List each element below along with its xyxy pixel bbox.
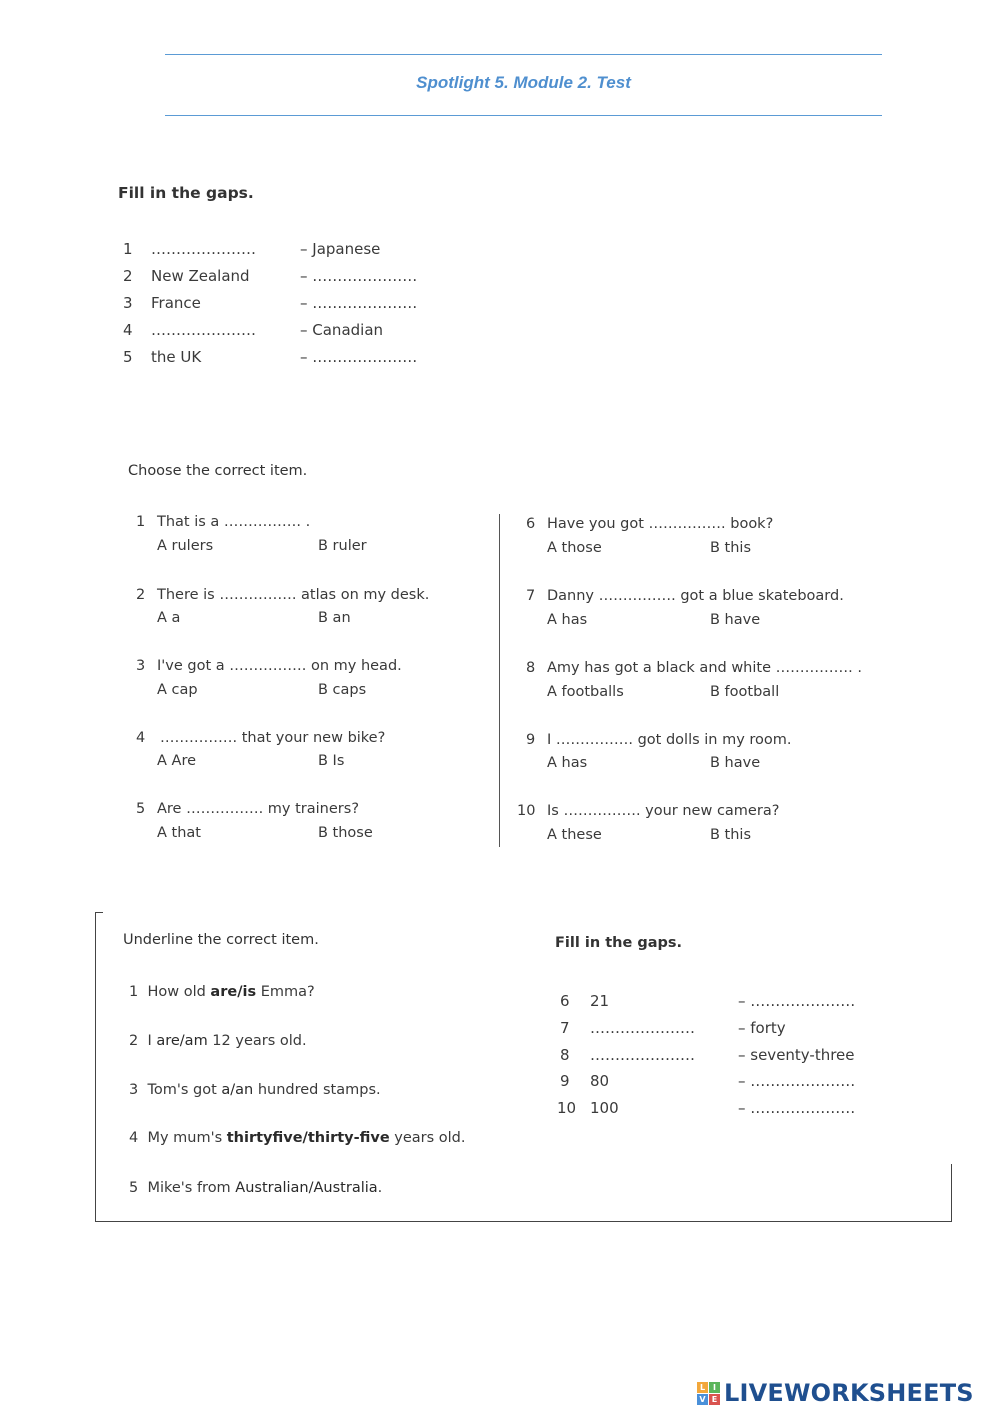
s1-nationality[interactable]: – ………………… <box>300 348 418 366</box>
mc-num: 6 <box>526 516 536 532</box>
mc-option-b[interactable]: B have <box>710 612 761 628</box>
mc-option-a[interactable]: A those <box>547 540 602 556</box>
underline-pre: I <box>147 1033 157 1049</box>
section1-heading: Fill in the gaps. <box>118 184 254 202</box>
mc-question: Danny ……………. got a blue skateboard. <box>547 588 844 604</box>
logo-text: LIVEWORKSHEETS <box>724 1379 974 1407</box>
s1-num: 3 <box>123 294 133 312</box>
underline-choice[interactable]: a/an <box>221 1082 254 1098</box>
underline-post: years old. <box>389 1130 466 1146</box>
mc-question: Is ……………. your new camera? <box>547 803 780 819</box>
mc-num: 8 <box>526 660 536 676</box>
s4-num: 8 <box>560 1046 570 1064</box>
s4-word: – forty <box>738 1019 786 1037</box>
mc-option-b[interactable]: B those <box>318 825 373 841</box>
s1-country: France <box>151 294 201 312</box>
mc-option-a[interactable]: A cap <box>157 682 198 698</box>
box-bottom-border <box>95 1221 952 1222</box>
underline-num: 4 <box>129 1130 139 1146</box>
mc-option-a[interactable]: A that <box>157 825 201 841</box>
mc-question: I ……………. got dolls in my room. <box>547 732 792 748</box>
s4-num: 6 <box>560 992 570 1010</box>
s1-country[interactable]: ………………… <box>151 240 256 258</box>
logo-mark-icon: L I V E <box>697 1382 720 1405</box>
s1-num: 5 <box>123 348 133 366</box>
section3-heading: Underline the correct item. <box>123 932 319 948</box>
box-right-border <box>951 1164 952 1221</box>
mc-question: Amy has got a black and white ……………. . <box>547 660 862 676</box>
mc-question: ……………. that your new bike? <box>160 730 386 746</box>
mc-num: 2 <box>136 587 146 603</box>
mc-question: Are ……………. my trainers? <box>157 801 360 817</box>
s1-nationality[interactable]: – ………………… <box>300 294 418 312</box>
mc-option-a[interactable]: A these <box>547 827 602 843</box>
underline-item <box>129 1130 466 1146</box>
column-divider <box>499 514 500 847</box>
mc-option-a[interactable]: A has <box>547 755 588 771</box>
mc-question: There is ……………. atlas on my desk. <box>157 587 430 603</box>
underline-num: 5 <box>129 1180 139 1196</box>
underline-choice[interactable]: Australian/Australia <box>235 1180 378 1196</box>
s4-word[interactable]: – ………………… <box>738 1072 856 1090</box>
mc-option-b[interactable]: B caps <box>318 682 367 698</box>
box-left-border <box>95 912 96 1221</box>
mc-question: That is a ……………. . <box>157 514 311 530</box>
underline-item <box>129 1180 382 1196</box>
s1-country: the UK <box>151 348 202 366</box>
mc-option-b[interactable]: B Is <box>318 753 345 769</box>
mc-option-a[interactable]: A rulers <box>157 538 214 554</box>
mc-num: 1 <box>136 514 146 530</box>
s4-word[interactable]: – ………………… <box>738 1099 856 1117</box>
underline-item <box>129 984 315 1000</box>
mc-option-a[interactable]: A Are <box>157 753 197 769</box>
underline-choice[interactable]: thirtyfive/thirty-five <box>226 1130 390 1146</box>
underline-item <box>129 1082 381 1098</box>
s4-number[interactable]: ………………… <box>590 1046 695 1064</box>
mc-option-b[interactable]: B ruler <box>318 538 367 554</box>
mc-option-b[interactable]: B this <box>710 540 752 556</box>
underline-post: Emma? <box>256 984 315 1000</box>
mc-option-a[interactable]: A has <box>547 612 588 628</box>
mc-option-b[interactable]: B have <box>710 755 761 771</box>
underline-post: hundred stamps. <box>253 1082 381 1098</box>
s1-nationality[interactable]: – Japanese <box>300 240 381 258</box>
s4-num: 7 <box>560 1019 570 1037</box>
mc-num: 7 <box>526 588 536 604</box>
underline-choice[interactable]: are/am <box>156 1033 208 1049</box>
mc-num: 4 <box>136 730 146 746</box>
s4-num: 10 <box>557 1099 577 1117</box>
page-title: Spotlight 5. Module 2. Test <box>416 73 631 92</box>
box-corner <box>95 912 103 913</box>
s4-word: – seventy-three <box>738 1046 855 1064</box>
underline-item <box>129 1033 307 1049</box>
section4-heading: Fill in the gaps. <box>555 935 683 951</box>
underline-num: 1 <box>129 984 139 1000</box>
underline-pre: Tom's got <box>147 1082 222 1098</box>
s4-word[interactable]: – ………………… <box>738 992 856 1010</box>
mc-option-a[interactable]: A footballs <box>547 684 624 700</box>
mc-option-b[interactable]: B this <box>710 827 752 843</box>
s4-number: 80 <box>590 1072 610 1090</box>
mc-num: 5 <box>136 801 146 817</box>
s1-num: 2 <box>123 267 133 285</box>
underline-pre: Mike's from <box>147 1180 236 1196</box>
s4-number: 21 <box>590 992 610 1010</box>
underline-num: 3 <box>129 1082 139 1098</box>
s1-nationality: – Canadian <box>300 321 384 339</box>
s4-number[interactable]: ………………… <box>590 1019 695 1037</box>
mc-option-b[interactable]: B an <box>318 610 351 626</box>
mc-option-a[interactable]: A a <box>157 610 181 626</box>
mc-num: 10 <box>517 803 536 819</box>
underline-choice[interactable]: are/is <box>210 984 257 1000</box>
mc-num: 9 <box>526 732 536 748</box>
header-bottom-rule <box>165 115 882 116</box>
mc-question: I've got a ……………. on my head. <box>157 658 402 674</box>
s1-country: New Zealand <box>151 267 250 285</box>
underline-post: . <box>377 1180 383 1196</box>
underline-post: 12 years old. <box>207 1033 307 1049</box>
s1-nationality[interactable]: – ………………… <box>300 267 418 285</box>
s1-num: 1 <box>123 240 133 258</box>
mc-option-b[interactable]: B football <box>710 684 780 700</box>
underline-num: 2 <box>129 1033 139 1049</box>
underline-pre: My mum's <box>147 1130 227 1146</box>
s4-num: 9 <box>560 1072 570 1090</box>
header-top-rule <box>165 54 882 55</box>
s1-num: 4 <box>123 321 133 339</box>
mc-num: 3 <box>136 658 146 674</box>
underline-pre: How old <box>147 984 211 1000</box>
mc-question: Have you got ……………. book? <box>547 516 774 532</box>
liveworksheets-logo[interactable] <box>697 1378 974 1408</box>
s1-country[interactable]: ………………… <box>151 321 256 339</box>
section2-heading: Choose the correct item. <box>128 463 308 479</box>
s4-number: 100 <box>590 1099 619 1117</box>
